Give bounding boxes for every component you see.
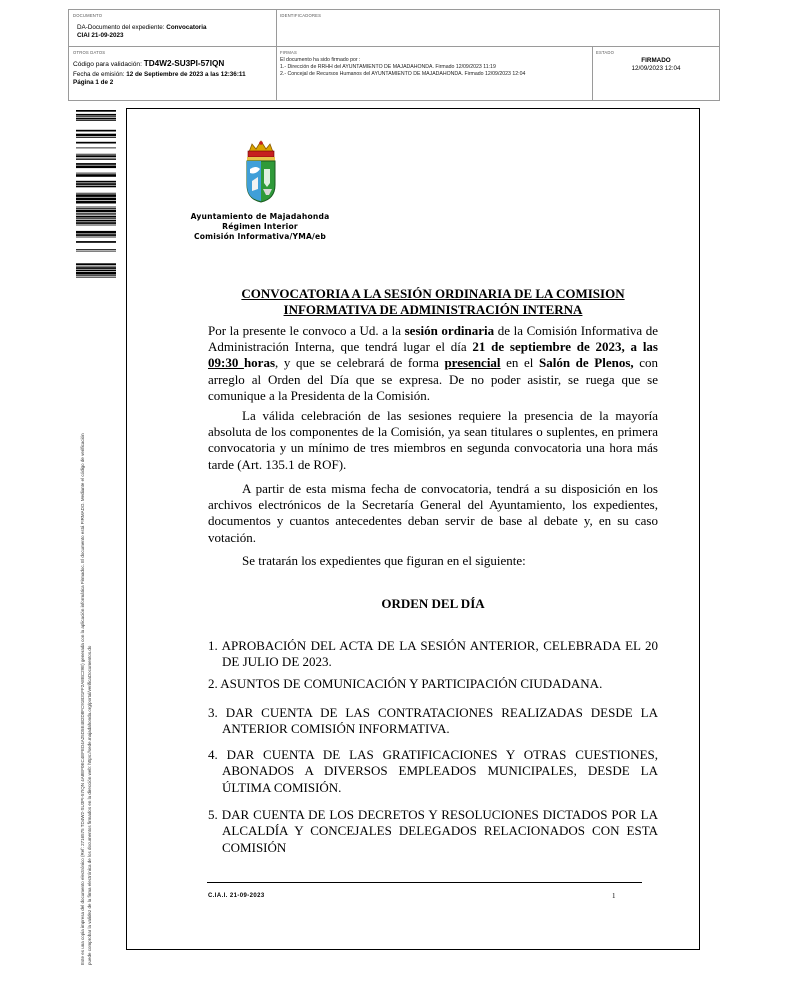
- footer-reference: C.IA.I. 21-09-2023: [208, 893, 265, 899]
- otros-caption: OTROS DATOS: [73, 50, 106, 55]
- letterhead-line3: Comisión Informativa/YMA/eb: [193, 232, 326, 241]
- title-line1: CONVOCATORIA A LA SESIÓN ORDINARIA DE LA COMISION: [241, 286, 625, 301]
- agenda-item: 2. ASUNTOS DE COMUNICACIÓN Y PARTICIPACIÓN CIUDADANA.: [208, 676, 603, 691]
- identificadores-caption: IDENTIFICADORES: [280, 13, 322, 18]
- codigo-label: Código para validación:: [73, 61, 142, 68]
- firma-2: 2.- Concejal de Recursos Humanos del AYUNTAMIENTO DE MAJADAHONDA. Firmado 12/09/2023 12:04: [280, 71, 526, 77]
- agenda-item: 1. APROBACIÓN DEL ACTA DE LA SESIÓN ANTERIOR, CELEBRADA EL 20 DE JULIO DE 2023.: [208, 638, 658, 670]
- letterhead: [180, 212, 340, 242]
- fecha-value: 12 de Septiembre de 2023 a las 12:36:11: [126, 71, 246, 78]
- footer-page-number: 1: [612, 892, 616, 900]
- title-line2: INFORMATIVA DE ADMINISTRACIÓN INTERNA: [283, 302, 583, 317]
- p1-bold-presencial: presencial: [444, 355, 501, 371]
- firmas-intro: El documento ha sido firmado por :: [280, 57, 361, 63]
- p1-bold-fecha: 21 de septiembre de 2023, a las: [472, 339, 658, 355]
- signature-header: [68, 9, 720, 101]
- municipal-crest-icon: [236, 139, 286, 205]
- p1-bold-sesion: sesión ordinaria: [404, 323, 495, 338]
- codigo-value: TD4W2-SU3PI-57IQN: [143, 59, 225, 68]
- p1-bold-horas: horas: [243, 355, 275, 371]
- letterhead-line1: Ayuntamiento de Majadahonda: [190, 212, 330, 221]
- firmas-caption: FIRMAS: [280, 50, 298, 55]
- fecha-label: Fecha de emisión:: [73, 71, 125, 78]
- p1-text: en el: [500, 355, 539, 371]
- side-text-line2: puede comprobar la validez de la firma electrónica de los documentos firmados en la dirección web: https://sede.majadahonda.org/portal/verificaDocumentos.do: [86, 645, 92, 965]
- estado-date: 12/09/2023 12:04: [631, 65, 681, 72]
- documento-value: Convocatoria: [166, 24, 207, 31]
- paragraph-expedientes: Se tratarán los expedientes que figuran en el siguiente:: [242, 553, 526, 568]
- p1-bold-hora: 09:30: [208, 355, 244, 371]
- fecha-line: [73, 71, 246, 79]
- agenda-item: 4. DAR CUENTA DE LAS GRATIFICACIONES Y OTRAS CUESTIONES, ABONADOS A DIVERSOS EMPLEADOS MUNICIPALES, DESDE LA ÚLTIMA COMISIÓN.: [208, 747, 658, 795]
- side-verification-text: [80, 265, 93, 965]
- side-text-line1: Este es una copia impresa del documento electrónico (Ref: 2716575 TD4W2-SU3PI-57IQN 4A8EF0EC4EFED4A25D5E4B2D8FC91B31FF2A8BC29E) generada con la aplicación informática Firmadoc. El documento está FIRMADO. Mediante el código de verificación: [80, 433, 85, 965]
- paragraph-archivos: A partir de esta misma fecha de convocatoria, tendrá a su disposición en los archivos electrónicos de la Secretaría General del Ayuntamiento, los expedientes, documentos y cuantos antecedentes deban servir de base al debate y, en su caso votación.: [208, 481, 658, 545]
- p1-text: , y que se celebrará de forma: [275, 355, 445, 371]
- p1-text: Por la presente le convoco a Ud. a la: [208, 323, 405, 338]
- codigo-line: [73, 60, 224, 69]
- paragraph-convocatoria: [208, 323, 658, 404]
- letterhead-line2: Régimen Interior: [222, 222, 298, 231]
- footer-divider: [207, 882, 642, 883]
- pagina: Página 1 de 2: [73, 79, 114, 86]
- document-title: [205, 286, 661, 318]
- paragraph-quorum: La válida celebración de las sesiones requiere la presencia de la mayoría absoluta de los componentes de la Comisión, ya sean titulares o suplentes, en primera convocatoria y un mínimo de tres miembros en segunda convocatoria una hora más tarde (Art. 135.1 de ROF).: [208, 408, 658, 472]
- documento-caption: DOCUMENTO: [73, 13, 103, 18]
- p1-text: de la Comisión Informativa de Administración Interna, que tendrá lugar el día: [208, 323, 659, 355]
- estado-value: FIRMADO: [641, 57, 671, 64]
- documento-line: [77, 24, 207, 32]
- documento-line2: CIAI 21-09-2023: [77, 32, 124, 39]
- firma-1: 1.- Dirección de RRHH del AYUNTAMIENTO DE MAJADAHONDA. Firmado 12/09/2023 11:19: [280, 64, 496, 70]
- barcode: [76, 110, 116, 280]
- p1-text: con arreglo al Orden del Día que se expresa. De no poder asistir, se ruega que se comunique a la Presidenta de la Comisión.: [208, 355, 659, 403]
- p1-bold-salon: Salón de Plenos,: [539, 355, 634, 371]
- orden-del-dia-title: ORDEN DEL DÍA: [381, 596, 485, 611]
- documento-label: DA-Documento del expediente:: [77, 24, 165, 31]
- agenda-item: 5. DAR CUENTA DE LOS DECRETOS Y RESOLUCIONES DICTADOS POR LA ALCALDÍA Y CONCEJALES DELEGADOS RELACIONADOS CON ESTA COMISIÓN: [208, 807, 658, 855]
- agenda-item: 3. DAR CUENTA DE LAS CONTRATACIONES REALIZADAS DESDE LA ANTERIOR COMISIÓN INFORMATIVA.: [208, 705, 658, 737]
- estado-caption: ESTADO: [596, 50, 615, 55]
